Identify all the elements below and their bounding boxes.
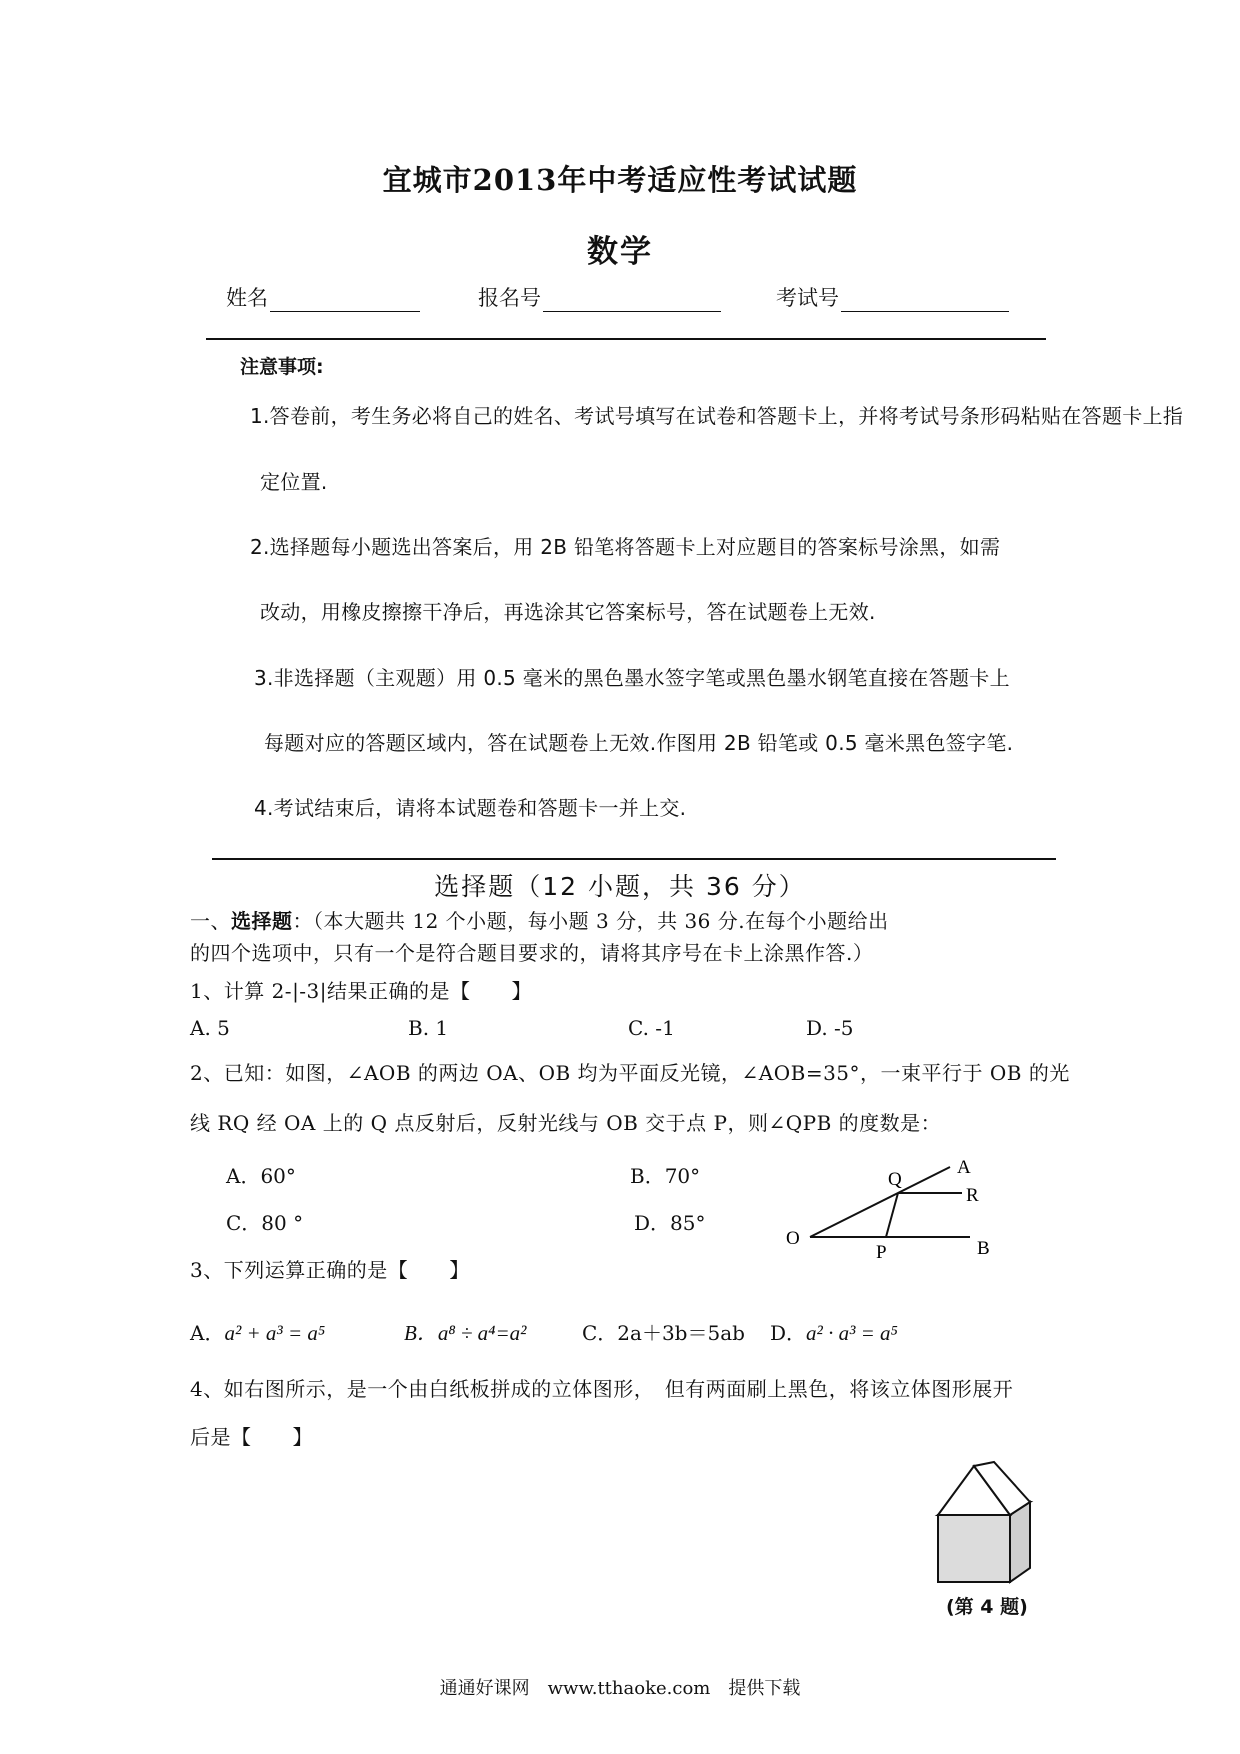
q2-option-c: C．80 ° bbox=[226, 1211, 304, 1235]
q1-option-a: A. 5 bbox=[190, 1016, 230, 1040]
section-intro-text: ：（本大题共 12 个小题，每小题 3 分，共 36 分.在每个小题给出 bbox=[292, 909, 889, 933]
name-field[interactable] bbox=[226, 282, 420, 312]
q3-option-b-math: a⁸ ÷ a⁴=a² bbox=[437, 1321, 527, 1345]
q2-reflection-diagram bbox=[780, 1150, 1010, 1270]
q4-figure-caption: (第 4 题) bbox=[946, 1596, 1028, 1618]
label-b: B bbox=[977, 1238, 990, 1259]
prism-front-face bbox=[938, 1515, 1010, 1582]
exam-no-field[interactable] bbox=[776, 282, 1009, 312]
q3-option-d-math: a² · a³ = a⁵ bbox=[806, 1321, 898, 1345]
notice-item-1: 1.答卷前，考生务必将自己的姓名、考试号填写在试卷和答题卡上，并将考试号条形码粘贴在答题卡上指 bbox=[250, 404, 1184, 428]
footer-credit: 通通好课网 www.tthaoke.com 提供下载 bbox=[439, 1678, 801, 1699]
q3-option-c: C．2a＋3b＝5ab bbox=[582, 1321, 745, 1345]
q3-option-b bbox=[404, 1317, 526, 1347]
exam-title: 宜城市2013年中考适应性考试试题 bbox=[382, 163, 858, 197]
label-r: R bbox=[966, 1185, 979, 1206]
notice-item-1-cont: 定位置. bbox=[260, 470, 328, 494]
section-intro-line-1 bbox=[190, 905, 889, 934]
exam-no-label: 考试号 bbox=[776, 286, 839, 310]
exam-no-blank[interactable] bbox=[841, 289, 1009, 312]
section-intro-line-2: 的四个选项中，只有一个是符合题目要求的，请将其序号在卡上涂黑作答.） bbox=[190, 941, 874, 965]
q4-stem-line-1: 4、如右图所示，是一个由白纸板拼成的立体图形， 但有两面刷上黑色，将该立体图形展开 bbox=[190, 1377, 1014, 1401]
q3-option-a-math: a² + a³ = a⁵ bbox=[224, 1321, 326, 1345]
section-intro-prefix: 一、 bbox=[190, 909, 231, 933]
exam-subject: 数学 bbox=[587, 234, 653, 270]
q1-option-b: B. 1 bbox=[408, 1016, 449, 1040]
reg-no-label: 报名号 bbox=[478, 286, 541, 310]
q3-option-a-label: A． bbox=[190, 1321, 225, 1345]
ray-qp bbox=[886, 1193, 898, 1237]
q2-option-b: B．70° bbox=[630, 1164, 701, 1188]
q3-stem: 3、下列运算正确的是【 】 bbox=[190, 1258, 470, 1282]
notice-item-2: 2.选择题每小题选出答案后，用 2B 铅笔将答题卡上对应题目的答案标号涂黑，如需 bbox=[250, 535, 1001, 559]
label-p: P bbox=[876, 1242, 887, 1263]
q4-stem-line-2: 后是【 】 bbox=[190, 1425, 313, 1449]
q1-option-c: C. -1 bbox=[628, 1016, 675, 1040]
notice-item-2-cont: 改动，用橡皮擦擦干净后，再选涂其它答案标号，答在试题卷上无效. bbox=[260, 600, 876, 624]
notice-item-4: 4.考试结束后，请将本试题卷和答题卡一并上交. bbox=[254, 796, 687, 820]
notice-heading: 注意事项: bbox=[240, 356, 324, 378]
q2-option-d: D．85° bbox=[634, 1211, 706, 1235]
q2-option-a: A．60° bbox=[226, 1164, 296, 1188]
q3-option-a bbox=[190, 1317, 325, 1346]
section-intro-bold: 选择题 bbox=[231, 909, 293, 933]
q3-option-d-label: D． bbox=[770, 1321, 807, 1345]
reg-no-blank[interactable] bbox=[543, 289, 721, 312]
q4-solid-figure bbox=[930, 1460, 1040, 1595]
q2-stem-line-2: 线 RQ 经 OA 上的 Q 点反射后，反射光线与 OB 交于点 P，则∠QPB 的度数是： bbox=[190, 1111, 942, 1135]
label-q: Q bbox=[888, 1169, 902, 1190]
header-divider bbox=[206, 338, 1046, 340]
label-o: O bbox=[786, 1228, 800, 1249]
name-label: 姓名 bbox=[226, 286, 268, 310]
name-blank[interactable] bbox=[270, 289, 420, 312]
ray-oa bbox=[810, 1167, 950, 1237]
q2-stem-line-1: 2、已知：如图，∠AOB 的两边 OA、OB 均为平面反光镜，∠AOB=35°，一束平行于 OB 的光 bbox=[190, 1061, 1070, 1085]
q3-option-b-label: B． bbox=[404, 1321, 438, 1345]
label-a: A bbox=[957, 1157, 971, 1178]
section-title: 选择题（12 小题，共 36 分） bbox=[434, 872, 806, 901]
q3-option-d bbox=[770, 1317, 898, 1346]
section-divider bbox=[212, 858, 1056, 860]
notice-item-3: 3.非选择题（主观题）用 0.5 毫米的黑色墨水签字笔或黑色墨水钢笔直接在答题卡上 bbox=[254, 666, 1010, 690]
notice-item-3-cont: 每题对应的答题区域内，答在试题卷上无效.作图用 2B 铅笔或 0.5 毫米黑色签字笔. bbox=[264, 731, 1014, 755]
q1-stem: 1、计算 2-|-3|结果正确的是【 】 bbox=[190, 979, 533, 1003]
q1-option-d: D. -5 bbox=[806, 1016, 854, 1040]
reg-no-field[interactable] bbox=[478, 282, 721, 312]
